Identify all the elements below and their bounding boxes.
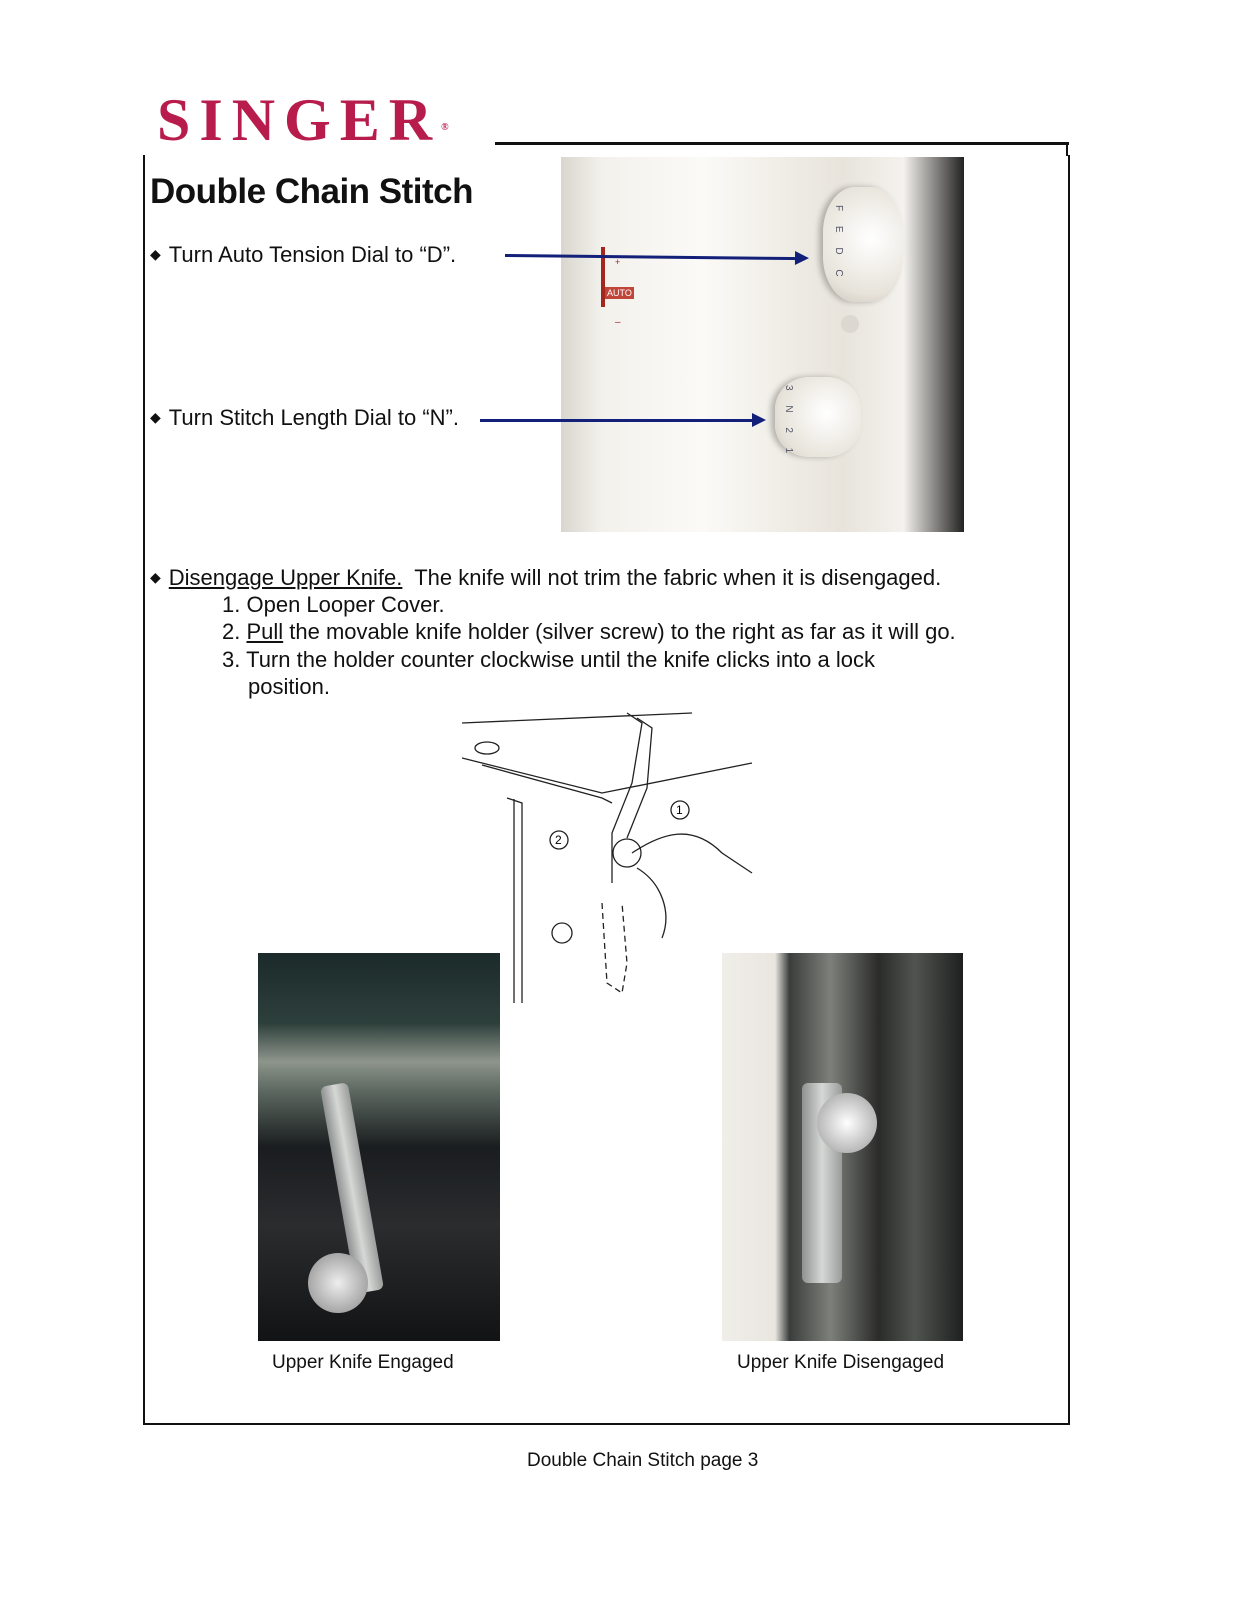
step-3-continued: position. (248, 674, 330, 699)
diamond-bullet-icon: ◆ (150, 569, 161, 585)
minus-mark: – (615, 317, 621, 328)
diagram-label-2: 2 (555, 833, 562, 847)
bullet-length (150, 404, 459, 434)
knife-text: The knife will not trim the fabric when it is disengaged. (402, 565, 942, 590)
bullet-knife (150, 564, 941, 594)
knife-screw (308, 1253, 368, 1313)
step-text: Turn the holder counter clockwise until the knife clicks into a lock (246, 647, 876, 672)
length-dial-marks: 3 N 2 1 (783, 385, 794, 460)
page-footer: Double Chain Stitch page 3 (527, 1450, 759, 1471)
logo-text: SINGER (157, 87, 442, 153)
step-number: 2. (222, 619, 241, 644)
indicator-hole (841, 315, 859, 333)
dials-photo (561, 157, 964, 532)
diamond-bullet-icon: ◆ (150, 246, 161, 262)
step-number: 1. (222, 592, 241, 617)
singer-logo (157, 88, 449, 152)
step-1 (222, 591, 445, 619)
bullet-text: Turn Auto Tension Dial to “D”. (168, 242, 457, 267)
knife-screw (817, 1093, 877, 1153)
caption-engaged: Upper Knife Engaged (272, 1352, 454, 1373)
bullet-text: Turn Stitch Length Dial to “N”. (168, 405, 459, 430)
diamond-bullet-icon: ◆ (150, 409, 161, 425)
step-text: Open Looper Cover. (246, 592, 445, 617)
step-text: the movable knife holder (silver screw) to the right as far as it will go. (283, 619, 956, 644)
tension-dial-marks: F E D C (833, 205, 844, 283)
knife-holder-diagram (462, 703, 755, 1003)
registered-mark: ® (441, 122, 449, 133)
header-rule (495, 142, 1069, 145)
diagram-knife-arm (612, 713, 652, 883)
step-number: 3. (222, 647, 241, 672)
knife-engaged-photo (258, 953, 500, 1341)
bullet-tension (150, 241, 456, 271)
diagram-frame (507, 798, 522, 1003)
diagram-plate (462, 713, 752, 803)
diagram-hand (632, 834, 752, 938)
auto-label: AUTO (607, 288, 632, 298)
diagram-screw (613, 839, 641, 867)
diagram-label-1: 1 (676, 803, 683, 817)
step-emphasis: Pull (246, 619, 284, 644)
diagram-screw-lower (552, 923, 572, 943)
diagram-knife-dashed (602, 903, 627, 993)
step-3 (222, 646, 875, 674)
knife-disengaged-photo (722, 953, 963, 1341)
frame-corner (1066, 142, 1068, 156)
caption-disengaged: Upper Knife Disengaged (737, 1352, 945, 1373)
knife-heading: Disengage Upper Knife. (168, 565, 403, 590)
step-2 (222, 618, 956, 646)
plus-mark: + (615, 257, 621, 267)
diagram-hole (475, 742, 499, 754)
arrow-to-length-dial (480, 419, 762, 422)
page-title: Double Chain Stitch (150, 172, 473, 211)
